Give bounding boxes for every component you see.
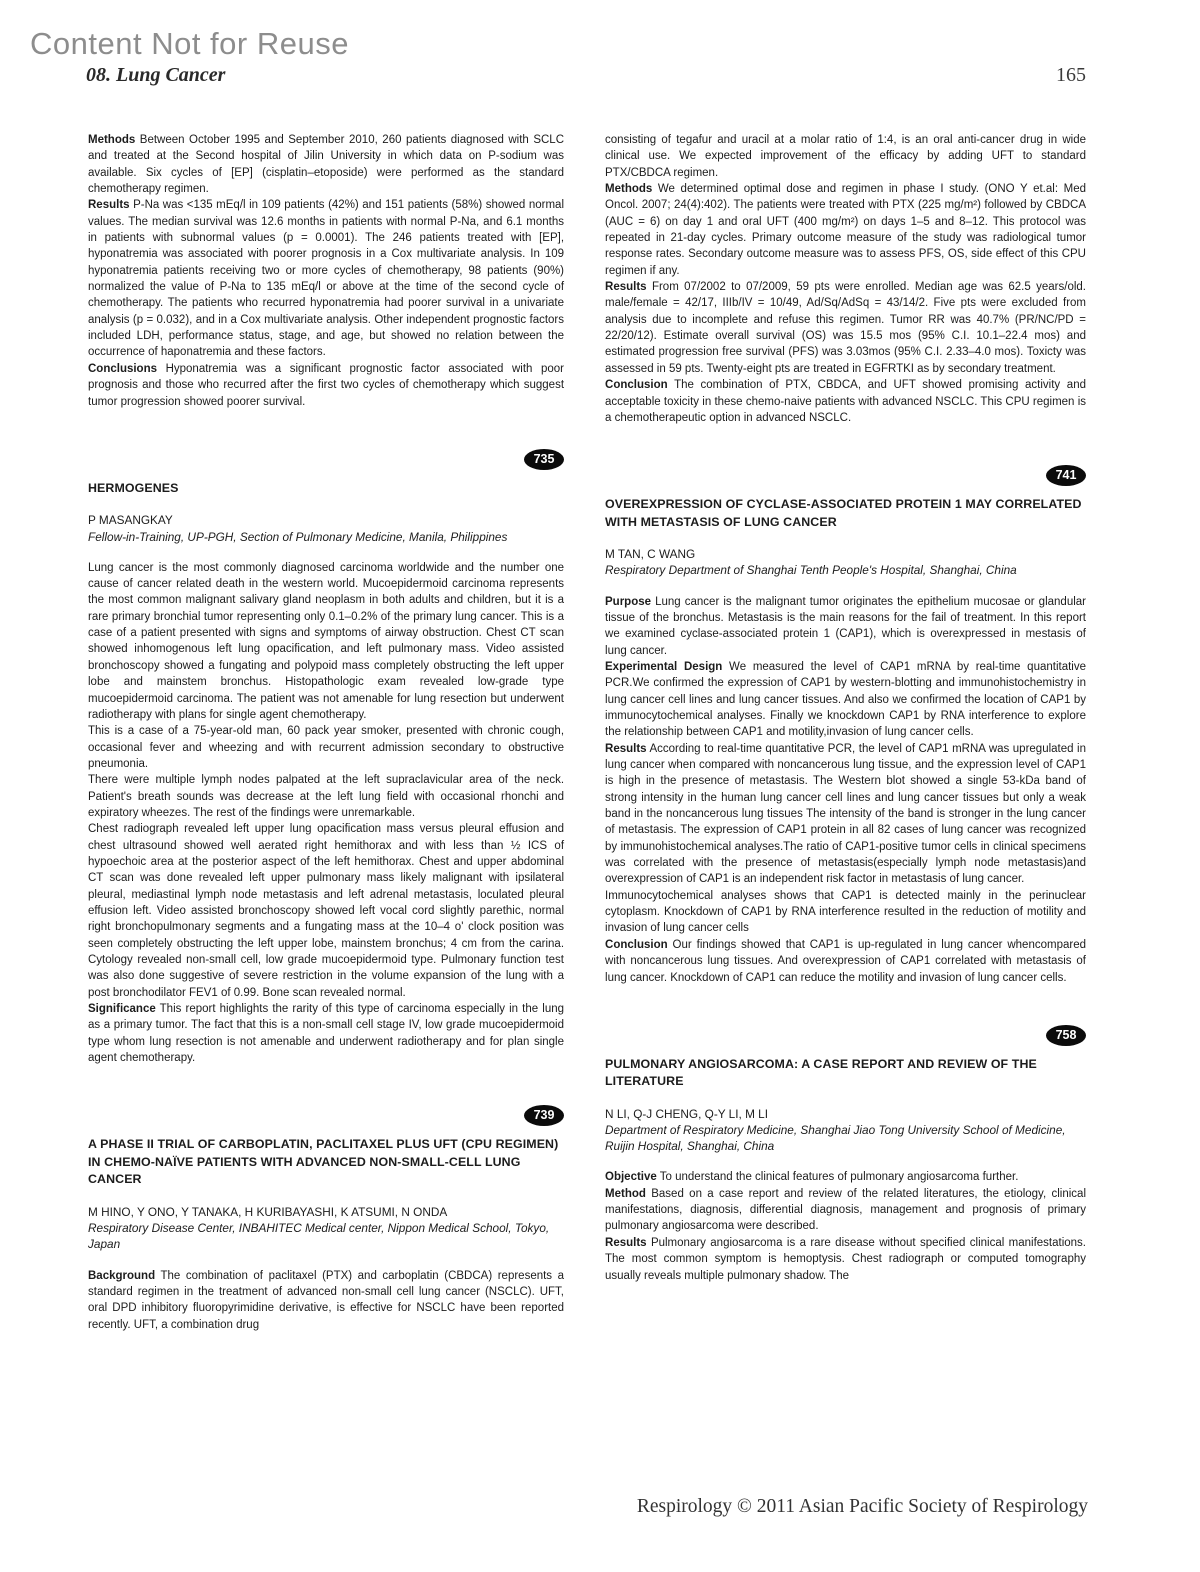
paragraph-lead-label: Results bbox=[605, 1236, 647, 1249]
running-head-section-title: 08. Lung Cancer bbox=[86, 64, 226, 86]
watermark-text: Content Not for Reuse bbox=[30, 26, 349, 61]
abstract-authors: N LI, Q-J CHENG, Q-Y LI, M LI bbox=[605, 1106, 769, 1121]
abstract-paragraph: Conclusion Our findings showed that CAP1 is up-regulated in lung cancer whencompared with noncancerous lung tissues. And overexpression of CAP1 correlated with metastasis of lung cancer. Knockdown of CAP1 can reduce the motility and invasion of lung cancer cells. bbox=[605, 938, 1086, 984]
paragraph-lead-label: Conclusions bbox=[88, 362, 158, 375]
abstract-paragraph: Method Based on a case report and review of the related literatures, the etiology, clinical manifestations, diagnosis, differential diagnosis, management and prognosis of primary pulmonary angiosarcoma were described. bbox=[605, 1187, 1086, 1233]
abstract-paragraph: Significance This report highlights the rarity of this type of carcinoma especially in the lung as a primary tumor. The fact that this is a non-small cell stage IV, low grade mucoepidermoid type whom lung resection is not amenable and underwent radiotherapy and for plan single agent chemotherapy. bbox=[88, 1003, 565, 1065]
paragraph-lead-label: Background bbox=[88, 1269, 156, 1282]
abstract-paragraph: Background The combination of paclitaxel (PTX) and carboplatin (CBDCA) represents a standard regimen in the treatment of advanced non-small cell lung cancer (NSCLC). UFT, oral DPD inhibitory fluoropyrimidine derivative, is effective for NSCLC have been reported recently. UFT, a combination drug bbox=[88, 1269, 565, 1331]
paragraph-lead-label: Conclusion bbox=[605, 938, 668, 951]
abstract-paragraph: Objective To understand the clinical features of pulmonary angiosarcoma further. bbox=[605, 1171, 1019, 1184]
abstract-affiliation: Fellow-in-Training, UP-PGH, Section of Pulmonary Medicine, Manila, Philippines bbox=[88, 529, 508, 544]
right-column bbox=[605, 132, 1086, 1333]
abstract-number-badge: 758 bbox=[1046, 1025, 1086, 1046]
abstract-affiliation: Department of Respiratory Medicine, Shanghai Jiao Tong University School of Medicine, Ruijin Hospital, Shanghai, China bbox=[605, 1123, 1066, 1154]
paragraph-lead-label: Methods bbox=[605, 183, 653, 196]
abstract-authors: P MASANGKAY bbox=[88, 513, 173, 528]
left-column bbox=[88, 132, 564, 1333]
abstract-number-badge: 741 bbox=[1046, 465, 1086, 486]
abstract-paragraph: Conclusions Hyponatremia was a significant prognostic factor associated with poor prognosis and those who recurred after the first two cycles of chemotherapy which suggest tumor progression showed poorer survival. bbox=[88, 362, 565, 408]
abstract-number-badge: 735 bbox=[524, 449, 564, 470]
abstract-paragraph: This is a case of a 75-year-old man, 60 pack year smoker, presented with chronic cough, occasional fever and wheezing and with recurrent admission secondary to obstructive pneumonia. bbox=[88, 725, 565, 770]
paragraph-lead-label: Methods bbox=[88, 134, 136, 146]
abstract-section-title: HERMOGENES bbox=[88, 480, 179, 495]
abstract-paragraph: Chest radiograph revealed left upper lung opacification mass versus pleural effusion and chest ultrasound showed well aerated right hemithorax and with less than ½ ICS of hypoechoic area at the posterior aspect of the left hemithorax. Chest and upper abdominal CT scan was done revealed left upper pulmonary mass likely malignant with ipsilateral pleural, mediastinal lymph node metastasis and left adrenal metastasis, loculated pleural effusion left. Video assisted bronchoscopy showed left vocal cord slightly parethic, normal right bronchopulmonary segments and a fungating mass at the 10–4 o' clock position was seen completely obstructing the left upper lobe, mainstem bronchus; 4 cm from the carina. Cytology revealed non-small cell, low grade mucoepidermoid type. Pulmonary function test was also done suggestive of severe restriction in the volume expansion of the lung with a post bronchodilator FEV1 of 0.99. Bone scan revealed normal. bbox=[88, 823, 565, 999]
paragraph-lead-label: Conclusion bbox=[605, 379, 668, 392]
abstract-paragraph: Results Pulmonary angiosarcoma is a rare disease without specified clinical manifestations. The most common symptom is hemoptysis. Chest radiograph or computed tomography usually reveals multiple pulmonary shadow. The bbox=[605, 1236, 1086, 1282]
abstract-number-badge-row bbox=[88, 1105, 564, 1126]
abstract-paragraph: Experimental Design We measured the level of CAP1 mRNA by real-time quantitative PCR.We confirmed the expression of CAP1 by western-blotting and immunohistochemistry in lung cancer cell lines and lung cancer tissues. And also we confirmed the location of CAP1 by immunocytochemical analyses. Finally we knockdown CAP1 by RNA interference to explore the relationship between CAP1 and motility,invasion of lung cancer cells. bbox=[605, 660, 1086, 739]
abstract-paragraph: Results P-Na was <135 mEq/l in 109 patients (42%) and 151 patients (58%) showed normal values. The median survival was 12.6 months in patients with normal P-Na, and 6.1 months in patients with subnormal values (p = 0.0001). The 246 patients treated with [EP], hyponatremia was associated with poorer prognosis in a Cox multivariate analysis. In 109 hyponatremia patients receiving two or more cycles of chemotherapy, 98 patients (90%) normalized the value of P-Na to 135 mEq/l or above at the time of the second cycle of chemotherapy. The patients who recurred hyponatremia had poorer survival in a univariate analysis (p = 0.032), and in a Cox multivariate analysis. Other independent prognostic factors included LDH, performance status, stage, and age, but showed no relation between the occurrence of haponatremia and these factors. bbox=[88, 199, 565, 359]
paragraph-lead-label: Significance bbox=[88, 1003, 156, 1016]
abstract-paragraph: Results According to real-time quantitative PCR, the level of CAP1 mRNA was upregulated in lung cancer when compared with noncancerous lung tissue, and the expression level of CAP1 is high in the presence of metastasis. The Western blot showed a single 53-kDa band of strong intensity in the human lung cancer cell lines and lung cancer tissues but only a weak band in the noncancerous lung tissues The intensity of the band is stronger in the lung cancer of metastasis. The expression of CAP1 protein in all 82 cases of lung cancer was recognized by immunohistochemical analyses.The ratio of CAP1-positive tumor cells in clinical specimens was correlated with the presence of metastasis(especially lymph node metastasis)and overexpression of CAP1 is an independent risk factor in metastasis of lung cancer. bbox=[605, 742, 1086, 886]
abstract-title: OVEREXPRESSION OF CYCLASE-ASSOCIATED PROTEIN 1 MAY CORRELATED WITH METASTASIS OF LUNG CANCER bbox=[605, 497, 1082, 529]
abstract-title: PULMONARY ANGIOSARCOMA: A CASE REPORT AND REVIEW OF THE LITERATURE bbox=[605, 1056, 1037, 1089]
abstract-number-badge-row bbox=[88, 449, 564, 470]
abstract-paragraph: Methods Between October 1995 and September 2010, 260 patients diagnosed with SCLC and treated at the Second hospital of Jilin University in which data on P-sodium was available. Six cycles of [EP] (cisplatin–etoposide) were performed as the standard chemotherapy regimen. bbox=[88, 134, 565, 196]
abstract-number-badge-row bbox=[605, 465, 1086, 486]
abstract-paragraph: Conclusion The combination of PTX, CBDCA, and UFT showed promising activity and acceptable toxicity in these chemo-naive patients with advanced NSCLC. This CPU regimen is a chemotherapeutic option in advanced NSCLC. bbox=[605, 379, 1086, 424]
paragraph-lead-label: Results bbox=[605, 281, 647, 294]
abstract-paragraph: consisting of tegafur and uracil at a molar ratio of 1:4, is an oral anti-cancer drug in wide clinical use. We expected improvement of the efficacy by adding UFT to standard PTX/CBDCA regimen. bbox=[605, 134, 1086, 179]
two-column-body bbox=[88, 132, 1086, 1333]
abstract-paragraph: Purpose Lung cancer is the malignant tumor originates the epithelium mucosae or glandular tissue of the bronchus. Metastasis is the main reasons for the fail of treatment. In this report we examined cyclase-associated protein 1 (CAP1), which is overexpressed in mestasis of lung cancer. bbox=[605, 595, 1086, 657]
abstract-paragraph: Lung cancer is the most commonly diagnosed carcinoma worldwide and the number one cause of cancer related death in the western world. Mucoepidermoid carcinoma represents the most common malignant salivary gland neoplasm in both adults and children, but it is a rare primary bronchial tumor representing only 0.1–0.2% of the primary lung cancer. This is a case of a patient presented with signs and symptoms of airway obstruction. Chest CT scan showed inhomogenous left lung opacification, and left pulmonary mass. Video assisted bronchoscopy showed a fungating and polypoid mass completely obstructing the left upper lobe and mainstem bronchus. Histopathologic exam revealed low-grade type mucoepidermoid carcinoma. The patient was not amenable for lung resection but underwent radiotherapy with plans for single agent chemotherapy. bbox=[88, 561, 565, 721]
paragraph-lead-label: Purpose bbox=[605, 595, 652, 608]
abstract-paragraph: Results From 07/2002 to 07/2009, 59 pts were enrolled. Median age was 62.5 years/old. male/female = 42/17, IIIb/IV = 10/49, Ad/Sq/AdSq = 43/14/2. Five pts were excluded from analysis due to incomplete and refuse this regimen. Tumor RR was 40.7% (PR/NC/PD = 22/20/12). Estimate overall survival (OS) was 15.5 mos (95% C.I. 10.1–22.4 mos) and estimated progression free survival (PFS) was 3.03mos (95% C.I. 2.33–4.0 mos). Toxicty was assessed in 59 pts. Twenty-eight pts are treated in EGFRTKI as by secondary treatment. bbox=[605, 281, 1086, 375]
journal-footer: Respirology © 2011 Asian Pacific Society of Respirology bbox=[636, 1496, 1088, 1517]
abstract-paragraph: Immunocytochemical analyses shows that CAP1 is detected mainly in the perinuclear cytoplasm. Knockdown of CAP1 by RNA interference resulted in the reduction of motility and invasion of lung cancer cells bbox=[605, 889, 1086, 935]
paragraph-lead-label: Results bbox=[605, 742, 647, 755]
page-number: 165 bbox=[1056, 64, 1086, 86]
abstract-paragraph: There were multiple lymph nodes palpated at the left supraclavicular area of the neck. Patient's breath sounds was decrease at the left lung field with occasional rhonchi and expiratory wheezes. The rest of the findings were unremarkable. bbox=[88, 774, 565, 819]
abstract-authors: M HINO, Y ONO, Y TANAKA, H KURIBAYASHI, K ATSUMI, N ONDA bbox=[88, 1204, 448, 1219]
paragraph-lead-label: Results bbox=[88, 199, 130, 212]
abstract-paragraph: Methods We determined optimal dose and regimen in phase I study. (ONO Y et.al: Med Oncol. 2007; 24(4):402). The patients were treated with PTX (225 mg/m²) followed by CBDCA (AUC = 6) on day 1 and oral UFT (400 mg/m²) on days 1–5 and 8–12. This protocol was repeated in 21-day cycles. Primary outcome measure of the study was radiological tumor response rates. Secondary outcome measure was to assess PFS, OS, side effect of this CPU regimen if any. bbox=[605, 183, 1086, 277]
abstract-authors: M TAN, C WANG bbox=[605, 547, 696, 562]
abstract-affiliation: Respiratory Disease Center, INBAHITEC Medical center, Nippon Medical School, Tokyo, Japan bbox=[88, 1221, 550, 1252]
paragraph-lead-label: Method bbox=[605, 1187, 646, 1200]
paragraph-lead-label: Experimental Design bbox=[605, 660, 723, 673]
abstract-number-badge: 739 bbox=[524, 1105, 564, 1126]
paragraph-lead-label: Objective bbox=[605, 1171, 657, 1184]
abstract-number-badge-row bbox=[605, 1025, 1086, 1046]
abstract-title: A PHASE II TRIAL OF CARBOPLATIN, PACLITAXEL PLUS UFT (CPU REGIMEN) IN CHEMO-NAÏVE PATIENTS WITH ADVANCED NON-SMALL-CELL LUNG CANCER bbox=[88, 1137, 559, 1187]
abstract-affiliation: Respiratory Department of Shanghai Tenth People's Hospital, Shanghai, China bbox=[605, 563, 1017, 578]
